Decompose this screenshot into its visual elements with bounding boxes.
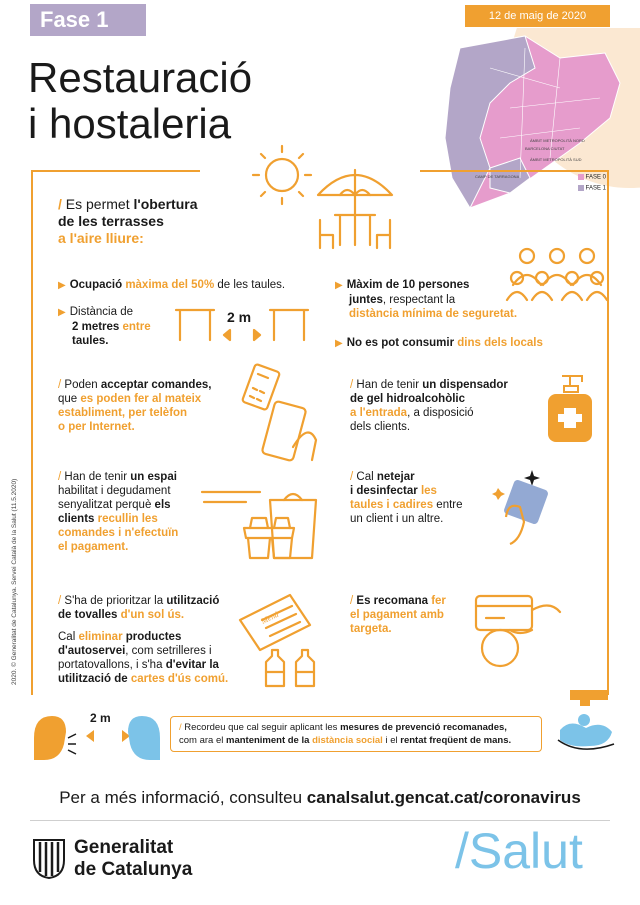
bottom-distance-label: 2 m [90,711,111,725]
clean-text: / Cal netejar i desinfectar les taules i cadires entre un client i un altre. [350,471,463,525]
title-line-2: i hostaleria [28,100,232,147]
map-label-tarragona: CAMP DE TARRAGONA [475,174,520,179]
occupancy-text: ▶ Ocupació màxima del 50% de les taules. [58,279,286,291]
salut-brand: /Salut [455,823,583,879]
towels-text: / S'ha de prioritzar la utilització de tovalles d'un sol ús. [58,595,220,621]
menu-condiments-icon [230,590,330,690]
date-badge: 12 de maig de 2020 [465,5,610,27]
phase-badge: Fase 1 [30,4,146,36]
cleaning-hand-icon [490,462,560,547]
dispenser-text: / Han de tenir un dispensador de gel hidroalcohòlic a l'entrada, a disposició dels clients. [350,379,508,433]
self-service-text: Cal eliminar productes d'autoservei, com setrilleres i portatovallons, i s'ha d'evitar la utilització de cartes d'ús comú. [58,631,229,685]
social-distance-icon [30,708,165,768]
generalitat-line-1: Generalitat [74,837,174,858]
title-line-1: Restauració [28,54,253,101]
map-label-south: ÀMBIT METROPOLITÀ SUD [530,157,582,162]
generalitat-name [74,837,192,881]
tables-distance-icon [172,300,312,350]
generalitat-logo-icon [30,836,68,880]
legend-label-fase1: FASE 1 [585,185,607,192]
no-consume-text: ▶ No es pot consumir dins dels locals [335,337,543,349]
credit-text [6,450,20,690]
handwash-icon [550,684,622,762]
max-people-text: ▶ Màxim de 10 persones juntes, respectant la distància mínima de seguretat. [335,279,518,320]
more-info [0,788,640,808]
gel-dispenser-icon [540,370,605,445]
distance-text: ▶ Distància de 2 metres entre taules. [58,306,151,347]
map-label-barcelona: BARCELONA CIUTAT [525,146,565,151]
card-payment-icon [470,590,565,670]
footer-divider [30,820,610,821]
legend-label-fase0: FASE 0 [585,174,607,181]
credit-line: 2020. © Generalitat de Catalunya. Servei Català de la Salut (11.5.2020) [11,478,18,685]
prevention-note: / Recordeu que cal seguir aplicant les mesures de prevenció recomanades, com ara el manteniment de la distància social i el rentat freqüent de mans. [170,716,542,752]
generalitat-line-2: de Catalunya [74,859,193,880]
takeaway-icon [200,488,325,563]
pickup-text: / Han de tenir un espai habilitat i degudament senyalitzat perquè els clients recullin les comandes i n'efectuïn el pagament. [58,471,179,553]
card-text: / Es recomana fer el pagament amb targeta. [350,595,446,635]
terrace-icon [240,140,420,260]
more-info-link[interactable]: canalsalut.gencat.cat/coronavirus [306,788,581,807]
distance-icon-label: 2 m [227,309,252,325]
group-people-icon [505,240,610,302]
more-info-prefix: Per a més informació, consulteu [59,788,307,807]
page-title [28,55,252,147]
phone-icon [238,352,323,462]
orders-text: / Poden acceptar comandes, que es poden fer al mateix establiment, per telèfon o per Internet. [58,379,212,433]
terraces-text: / Es permet l'obertura de les terrasses a l'aire lliure: [58,196,198,246]
map-label-north: ÀMBIT METROPOLITÀ NORD [530,138,585,143]
menu-label: Menú [259,609,281,626]
